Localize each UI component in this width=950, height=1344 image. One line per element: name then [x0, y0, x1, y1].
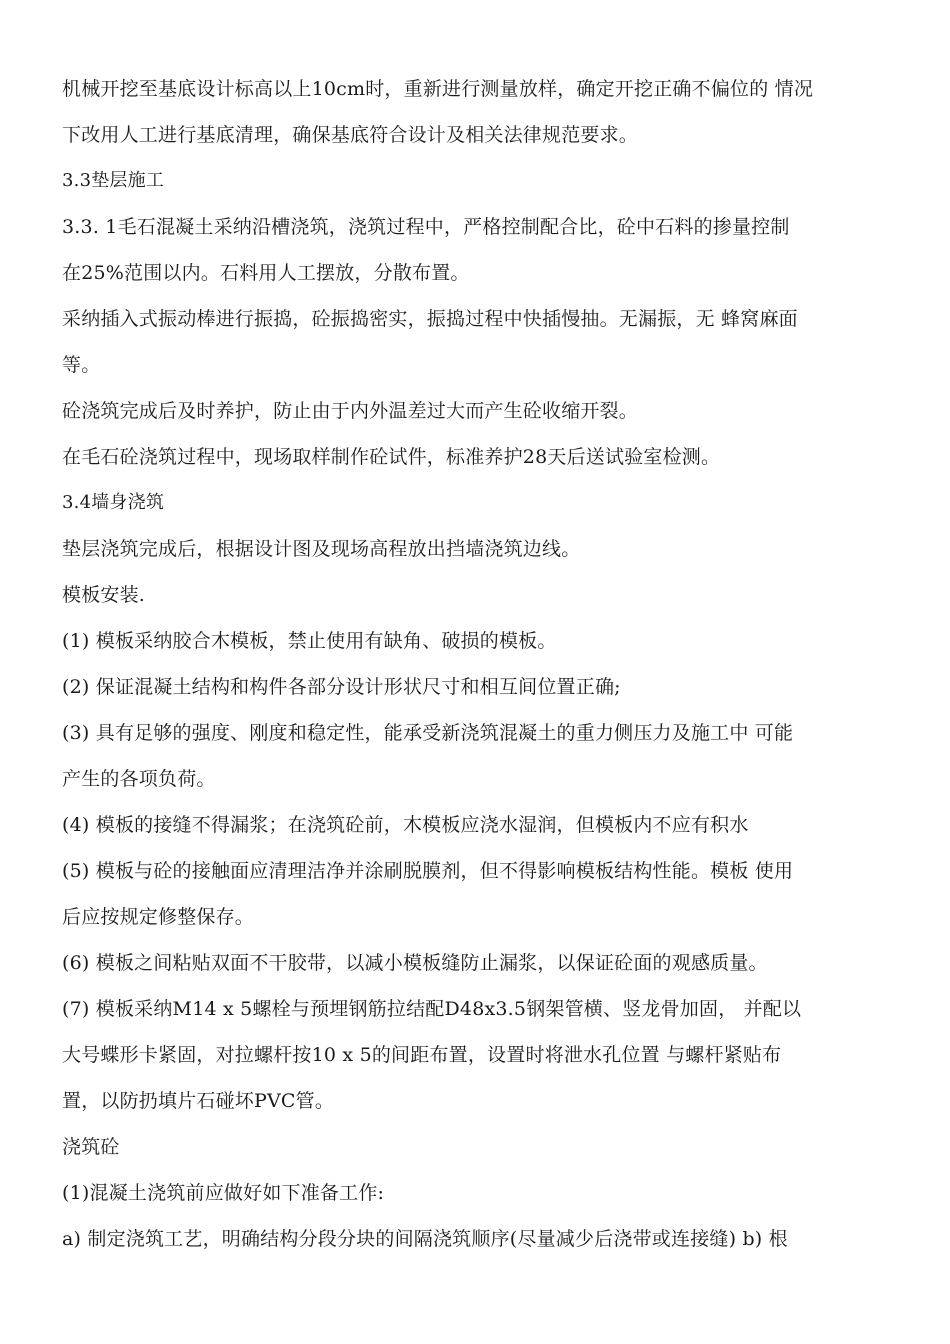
- list-item: (7) 模板采纳M14 x 5螺栓与预埋钢筋拉结配D48x3.5钢架管横、竖龙骨加固， 并配以: [62, 998, 802, 1020]
- subheading: 浇筑砼: [62, 1136, 120, 1158]
- text-line: 机械开挖至基底设计标高以上10cm时，重新进行测量放样，确定开挖正确不偏位的 情况: [62, 78, 814, 100]
- subheading: 模板安装.: [62, 584, 146, 606]
- text-line: 产生的各项负荷。: [62, 768, 216, 790]
- text-line: 砼浇筑完成后及时养护，防止由于内外温差过大而产生砼收缩开裂。: [62, 400, 639, 422]
- list-item: (5) 模板与砼的接触面应清理洁净并涂刷脱膜剂，但不得影响模板结构性能。模板 使用: [62, 860, 794, 882]
- list-item: (1) 模板采纳胶合木模板，禁止使用有缺角、破损的模板。: [62, 630, 557, 652]
- text-line: 大号蝶形卡紧固，对拉螺杆按10 x 5的间距布置，设置时将泄水孔位置 与螺杆紧贴布: [62, 1044, 782, 1066]
- text-line: 在25%范围以内。石料用人工摆放，分散布置。: [62, 262, 470, 284]
- list-item: (2) 保证混凝土结构和构件各部分设计形状尺寸和相互间位置正确;: [62, 676, 621, 698]
- list-item: a) 制定浇筑工艺，明确结构分段分块的间隔浇筑顺序(尽量减少后浇带或连接缝) b) 根: [62, 1228, 788, 1250]
- text-line: 下改用人工进行基底清理，确保基底符合设计及相关法律规范要求。: [62, 124, 639, 146]
- section-heading: 3.3垫层施工: [62, 170, 165, 191]
- text-line: 垫层浇筑完成后，根据设计图及现场高程放出挡墙浇筑边线。: [62, 538, 581, 560]
- document-page: [62, 66, 890, 1262]
- text-line: 采纳插入式振动棒进行振捣，砼振捣密实，振捣过程中快插慢抽。无漏振，无 蜂窝麻面: [62, 308, 798, 330]
- list-item: (4) 模板的接缝不得漏浆；在浇筑砼前，木模板应浇水湿润，但模板内不应有积水: [62, 814, 749, 836]
- text-line: 3.3. 1毛石混凝土采纳沿槽浇筑，浇筑过程中，严格控制配合比，砼中石料的掺量控制: [62, 216, 790, 238]
- text-line: 后应按规定修整保存。: [62, 906, 255, 928]
- text-line: 在毛石砼浇筑过程中，现场取样制作砼试件，标准养护28天后送试验室检测。: [62, 446, 721, 468]
- list-item: (1)混凝土浇筑前应做好如下准备工作:: [62, 1182, 385, 1204]
- section-heading: 3.4墙身浇筑: [62, 492, 165, 513]
- text-line: 置，以防扔填片石碰坏PVC管。: [62, 1090, 335, 1112]
- text-line: 等。: [62, 354, 101, 376]
- list-item: (3) 具有足够的强度、刚度和稳定性，能承受新浇筑混凝土的重力侧压力及施工中 可能: [62, 722, 794, 744]
- list-item: (6) 模板之间粘贴双面不干胶带，以减小模板缝防止漏浆，以保证砼面的观感质量。: [62, 952, 768, 974]
